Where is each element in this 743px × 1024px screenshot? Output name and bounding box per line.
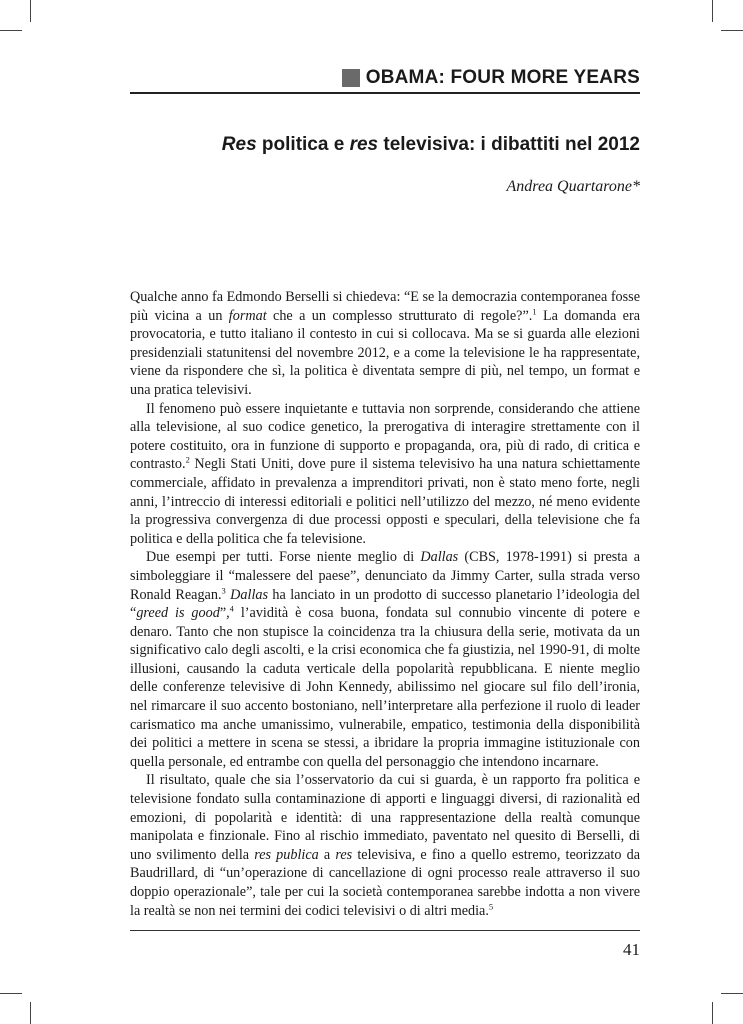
italic-text: format [228, 307, 267, 324]
text: a [318, 846, 336, 863]
italic-text: res [335, 846, 353, 863]
crop-mark-bottom-left-vertical [30, 1002, 31, 1024]
crop-mark-bottom-right-vertical [712, 1002, 713, 1024]
article-author: Andrea Quartarone* [506, 178, 640, 195]
italic-text: Dallas [230, 586, 269, 603]
section-title: OBAMA: FOUR MORE YEARS [365, 67, 640, 88]
title-text-2: televisiva: i dibattiti nel 2012 [378, 134, 640, 155]
text: che a un complesso strutturato di regole?”. [266, 307, 533, 324]
header-rule [130, 92, 640, 94]
footnote-ref-3[interactable]: 3 [221, 584, 226, 595]
page-number: 41 [623, 940, 640, 959]
footnote-ref-4[interactable]: 4 [229, 603, 234, 614]
italic-text: greed is good [136, 605, 220, 622]
footnote-ref-1[interactable]: 1 [532, 305, 537, 316]
text: televisiva, e fino a quello estremo, teorizzato da Baudrillard, di “un’operazione di cancellazione di ogni processo reale attraverso il suo doppio operazionale”, tale per cui la società contemporanea sarebbe indotta a non vivere la realtà se non nei termini dei codici televisivi o di altri media. [130, 846, 640, 919]
section-header [130, 66, 640, 90]
footnote-ref-2[interactable]: 2 [185, 454, 190, 465]
paragraph-1 [130, 288, 640, 400]
footnote-ref-5[interactable]: 5 [488, 900, 494, 911]
italic-text: res publica [254, 846, 319, 863]
text: Qualche anno fa Edmondo Berselli si chiedeva: “E se la democrazia contemporanea fosse più vicina a un [130, 289, 640, 324]
paragraph-4 [130, 771, 640, 920]
crop-mark-top-left-vertical [30, 0, 31, 22]
title-italic-res: Res [221, 134, 257, 155]
article-title [130, 134, 640, 156]
text: (CBS, 1978-1991) si presta a simboleggiare il “malessere del paese”, denunciato da Jimmy Carter, sulla strada verso Ronald Reagan. [130, 549, 640, 603]
crop-mark-top-right-vertical [712, 0, 713, 22]
crop-mark-bottom-right-horizontal [721, 993, 743, 994]
text: ”, [219, 605, 230, 622]
paragraph-2 [130, 400, 640, 549]
crop-mark-top-right-horizontal [721, 30, 743, 31]
text: l’avidità è cosa buona, fondata sul connubio vincente di potere e denaro. Tanto che non stupisce la coincidenza tra la chiusura della serie, motivata da un significativo calo degli ascolti, e la crisi economica che fa giustizia, nel 1990-91, di molte illusioni, causando la caduta verticale della popolarità repubblicana. E niente meglio delle conferenze televisive di John Kennedy, abilissimo nel giocare sul filo dell’ironia, nel rimarcare il suo accento bostoniano, nell’interpretare alla perfezione il ruolo di leader carismatico ma anche umanissimo, vulnerabile, empatico, testimonia della disponibilità dei politici a mettere in scena se stessi, a ibridare la propria immagine istituzionale con quella personale, ed entrambe con quella del personaggio che intendono incarnare. [130, 605, 640, 770]
text: Il risultato, quale che sia l’osservatorio da cui si guarda, è un rapporto fra politica e televisione fondato sulla contaminazione di apporti e linguaggi diversi, di razionalità ed emozioni, di popolarità e identità: di una rappresentazione della realtà comunque manipolata e finzionale. Fino al rischio immediato, paventato nel quesito di Berselli, di uno svilimento della [130, 772, 640, 863]
title-italic-res-2: res [349, 134, 379, 155]
title-text: politica e [256, 134, 350, 155]
footer-rule [130, 930, 640, 931]
text: Due esempi per tutti. Forse niente meglio di [146, 549, 421, 566]
section-square-icon [342, 69, 360, 87]
text: La domanda era provocatoria, e tutto italiano il contesto in cui si collocava. Ma se si guarda alle elezioni presidenziali statunitensi del novembre 2012, e a come la televisione le ha rappresentate, viene da rispondere che sì, la politica è diventata sempre di più, nel tempo, un format e una pratica televisivi. [130, 307, 640, 398]
crop-mark-top-left-horizontal [0, 30, 22, 31]
paragraph-3 [130, 548, 640, 771]
article-body [130, 288, 640, 920]
italic-text: Dallas [420, 549, 459, 566]
text: ha lanciato in un prodotto di successo planetario l’ideologia del “ [130, 586, 640, 622]
crop-mark-bottom-left-horizontal [0, 993, 22, 994]
text: Negli Stati Uniti, dove pure il sistema televisivo ha una natura schiettamente commerciale, affidato in prevalenza a imprenditori privati, non è stato meno forte, negli anni, l’intreccio di interessi editoriali e politici nell’utilizzo del mezzo, né meno evidente la progressiva convergenza di due processi opposti e speculari, della televisione che fa politica e della politica che fa televisione. [130, 456, 640, 547]
text: Il fenomeno può essere inquietante e tuttavia non sorprende, considerando che attiene alla televisione, al suo codice genetico, la prerogativa di interagire strettamente con il potere costituito, ora in funzione di supporto e propaganda, ora, più di rado, di critica e contrasto. [130, 400, 640, 473]
